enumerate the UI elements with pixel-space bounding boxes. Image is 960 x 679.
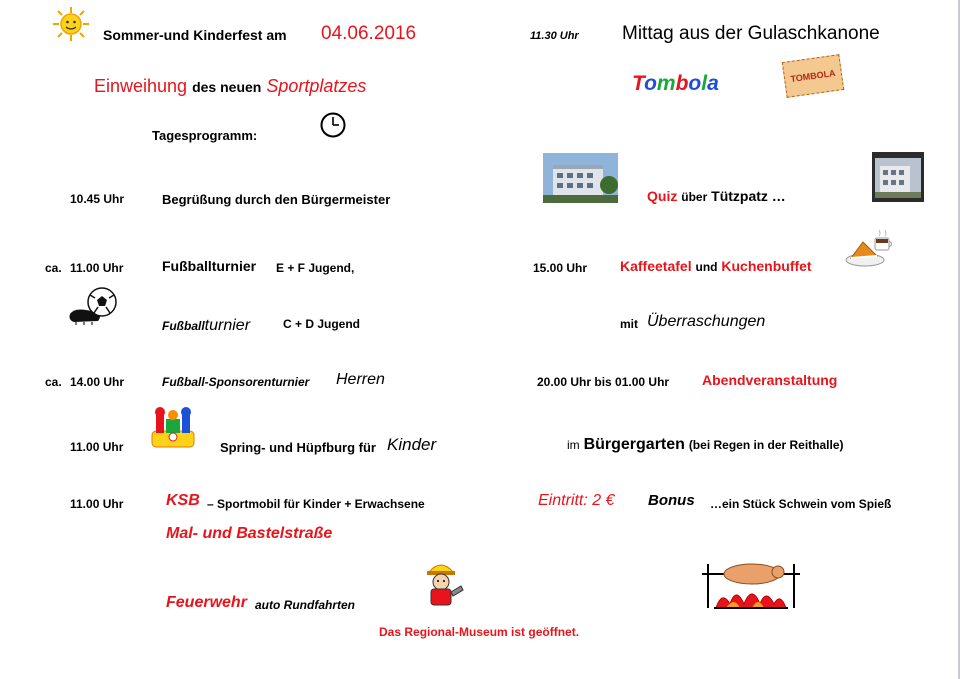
ticket-text: TOMBOLA (789, 67, 837, 85)
sun-icon (51, 6, 91, 42)
museum-note: Das Regional-Museum ist geöffnet. (379, 625, 580, 639)
ueber-label: über (681, 190, 708, 204)
fussballturnier-ef: Fußballturnier (162, 258, 257, 274)
time-1100-a: 11.00 Uhr (70, 261, 124, 275)
tombola-letter: o (644, 72, 657, 95)
tombola-letter: T (632, 72, 645, 95)
abendveranstaltung-label: Abendveranstaltung (702, 372, 838, 388)
coffee-cake-icon (845, 228, 895, 268)
eintritt-label: Eintritt: 2 € (538, 492, 615, 509)
tombola-ticket-icon (782, 54, 844, 98)
schwein-text: …ein Stück Schwein vom Spieß (710, 497, 892, 511)
tombola-letter: b (675, 72, 689, 95)
gulaschkanone-text: Mittag aus der Gulaschkanone (622, 23, 880, 44)
sponsorenturnier: Fußball-Sponsorenturnier (162, 375, 310, 389)
time-1500: 15.00 Uhr (533, 261, 588, 275)
time-1100-b: 11.00 Uhr (70, 440, 124, 454)
tombola-letter: l (701, 72, 708, 95)
quiz-label: Quiz (647, 188, 678, 204)
cd-jugend: C + D Jugend (283, 317, 361, 331)
kaffeetafel-label: Kaffeetafel (620, 258, 692, 274)
reithalle-note: (bei Regen in der Reithalle) (688, 438, 844, 452)
time-1045: 10.45 Uhr (70, 192, 125, 206)
tombola-letter: a (707, 72, 719, 95)
fussball-cd-part1: Fußball (162, 319, 205, 333)
soccer-ball-icon (68, 286, 120, 326)
ca-prefix-1: ca. (45, 261, 62, 275)
und-label: und (695, 260, 718, 274)
im-label: im (567, 438, 580, 452)
bastelstrasse-label: Mal- und Bastelstraße (166, 525, 333, 542)
subtitle-einweihung: Einweihung (94, 76, 188, 96)
event-title: Sommer-und Kinderfest am (103, 27, 287, 43)
building-photo-1 (543, 153, 618, 203)
tagesprogramm-label: Tagesprogramm: (152, 128, 258, 143)
rundfahrten-text: auto Rundfahrten (255, 598, 355, 612)
herren-label: Herren (336, 371, 385, 388)
event-date: 04.06.2016 (321, 23, 417, 44)
firefighter-icon (421, 558, 465, 608)
bonus-label: Bonus (648, 492, 695, 509)
ca-prefix-2: ca. (45, 375, 62, 389)
sportmobil-text: – Sportmobil für Kinder + Erwachsene (207, 497, 425, 511)
ksb-label: KSB (166, 492, 200, 509)
bouncy-castle-icon (148, 403, 198, 451)
subtitle-sportplatzes: Sportplatzes (266, 76, 367, 96)
tombola-letter: m (656, 72, 676, 95)
fussball-cd-part2: turnier (204, 317, 251, 334)
clock-icon (320, 110, 346, 140)
time-1100-c: 11.00 Uhr (70, 497, 124, 511)
subtitle-des-neuen: des neuen (192, 79, 262, 95)
kuchenbuffet-label: Kuchenbuffet (721, 258, 812, 274)
buergergarten-label: Bürgergarten (583, 436, 685, 453)
kinder-label: Kinder (387, 435, 437, 454)
mit-label: mit (620, 317, 638, 331)
pig-roast-icon (700, 560, 802, 612)
time-1130: 11.30 Uhr (530, 30, 579, 42)
tuetzpatz-label: Tützpatz … (711, 188, 786, 204)
begruessung-text: Begrüßung durch den Bürgermeister (162, 192, 391, 207)
ef-jugend: E + F Jugend, (276, 261, 355, 275)
time-2000-0100: 20.00 Uhr bis 01.00 Uhr (537, 375, 670, 389)
tombola-letter: o (688, 72, 702, 95)
ueberraschungen-label: Überraschungen (647, 313, 766, 330)
feuerwehr-label: Feuerwehr (166, 594, 247, 611)
time-1400: 14.00 Uhr (70, 375, 125, 389)
tombola-label (632, 72, 719, 96)
building-photo-2 (872, 152, 924, 202)
huepfburg-text: Spring- und Hüpfburg für (220, 440, 376, 455)
